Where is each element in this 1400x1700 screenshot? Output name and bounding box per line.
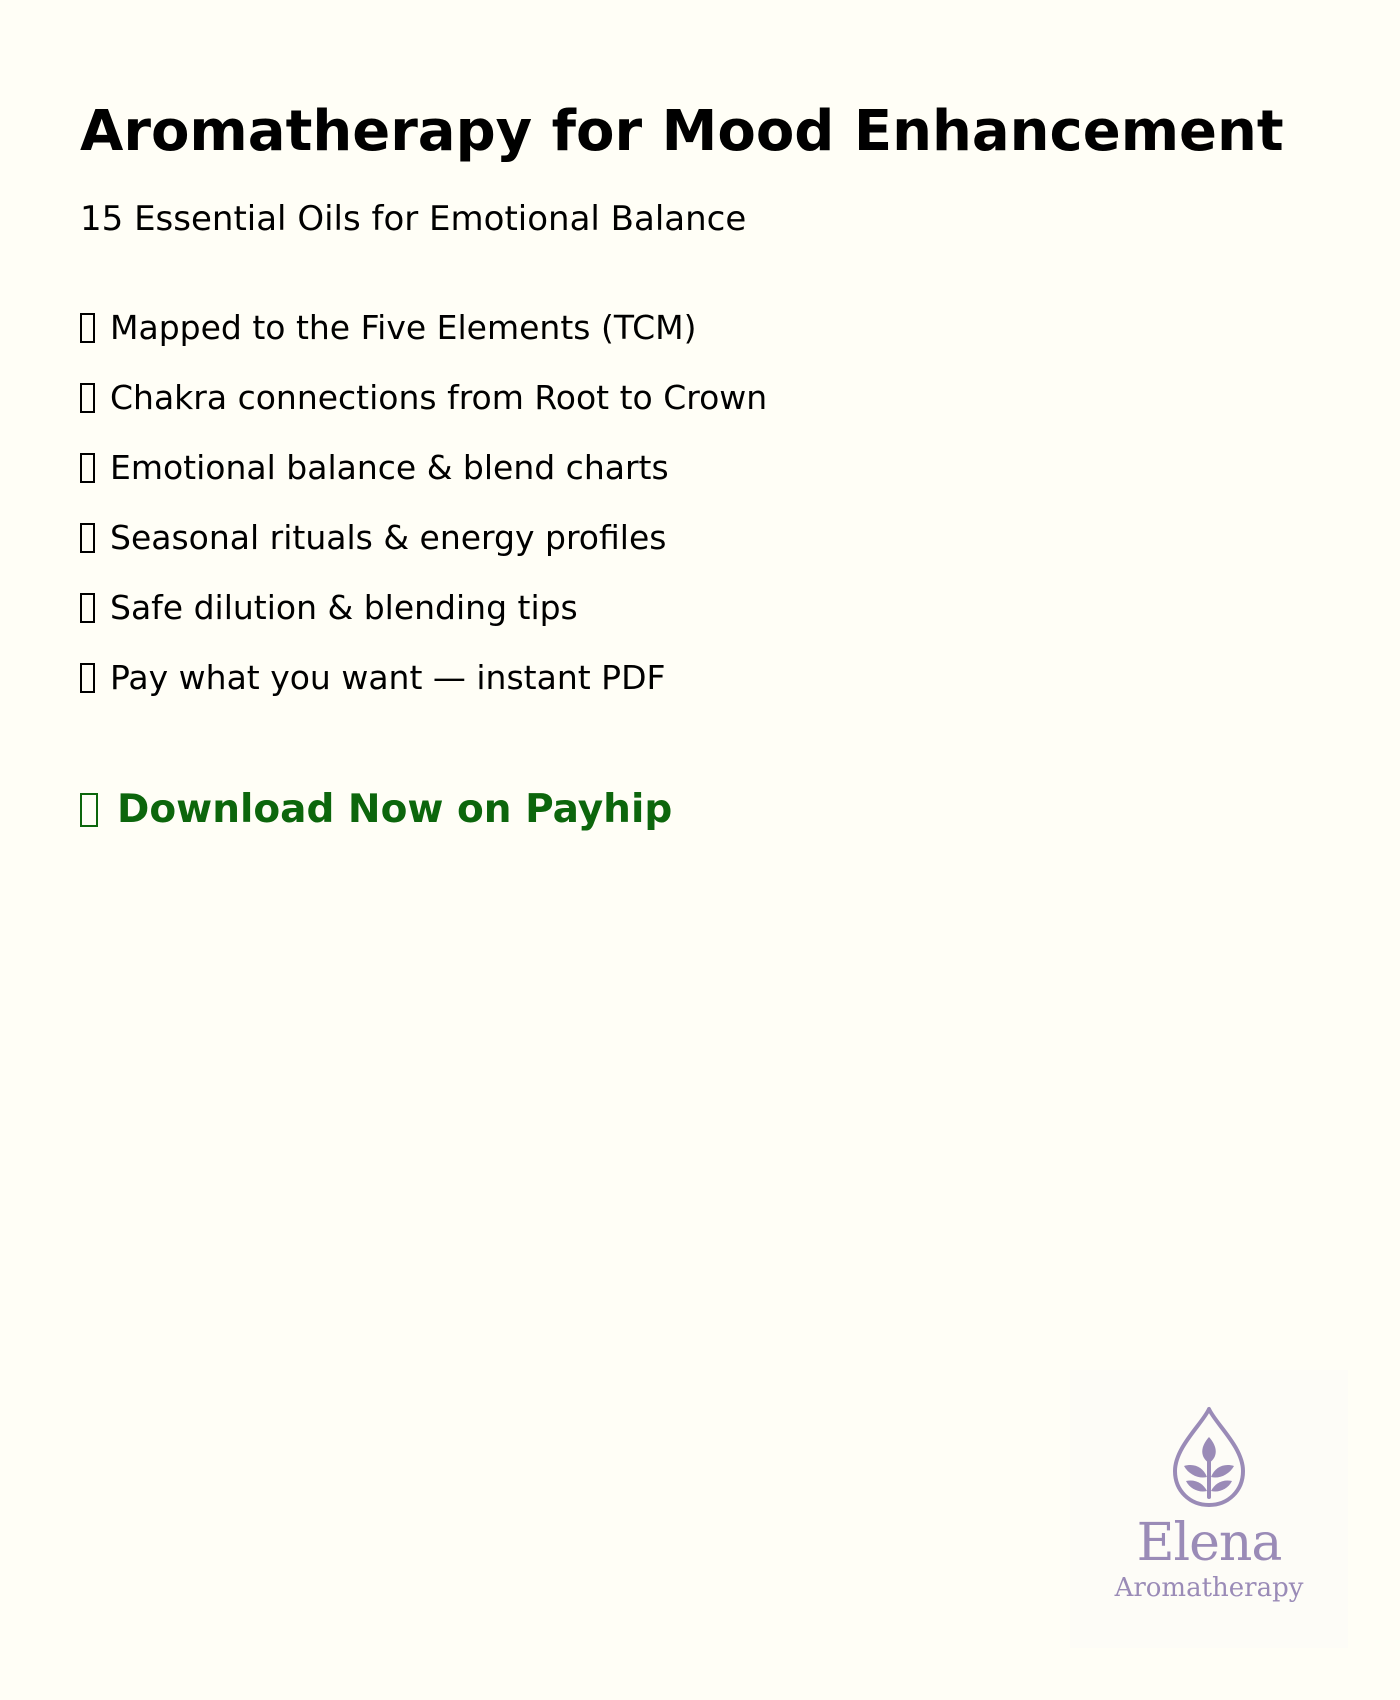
feature-item (80, 433, 1320, 503)
feature-label: Safe dilution & blending tips (110, 588, 578, 627)
missing-glyph-icon (80, 523, 95, 553)
feature-list (80, 293, 1320, 713)
feature-item (80, 573, 1320, 643)
feature-item (80, 293, 1320, 363)
download-label: Download Now on Payhip (117, 787, 673, 832)
feature-label: Chakra connections from Root to Crown (110, 378, 768, 417)
missing-glyph-icon (80, 383, 95, 413)
missing-glyph-icon (80, 593, 95, 623)
feature-item (80, 363, 1320, 433)
missing-glyph-icon (80, 453, 95, 483)
missing-glyph-icon (80, 793, 98, 827)
brand-logo (1070, 1370, 1348, 1648)
page-subtitle: 15 Essential Oils for Emotional Balance (80, 199, 747, 239)
download-link[interactable] (80, 787, 672, 833)
droplet-leaf-icon (1169, 1405, 1249, 1509)
feature-item (80, 503, 1320, 573)
feature-label: Pay what you want — instant PDF (110, 658, 666, 697)
page-title: Aromatherapy for Mood Enhancement (80, 99, 1284, 164)
missing-glyph-icon (80, 313, 95, 343)
logo-tagline: Aromatherapy (1114, 1573, 1304, 1603)
feature-label: Seasonal rituals & energy profiles (110, 518, 667, 557)
missing-glyph-icon (80, 663, 95, 693)
promo-content (80, 96, 1320, 833)
feature-label: Emotional balance & blend charts (110, 448, 669, 487)
logo-name: Elena (1136, 1513, 1282, 1573)
feature-item (80, 643, 1320, 713)
feature-label: Mapped to the Five Elements (TCM) (110, 308, 697, 347)
